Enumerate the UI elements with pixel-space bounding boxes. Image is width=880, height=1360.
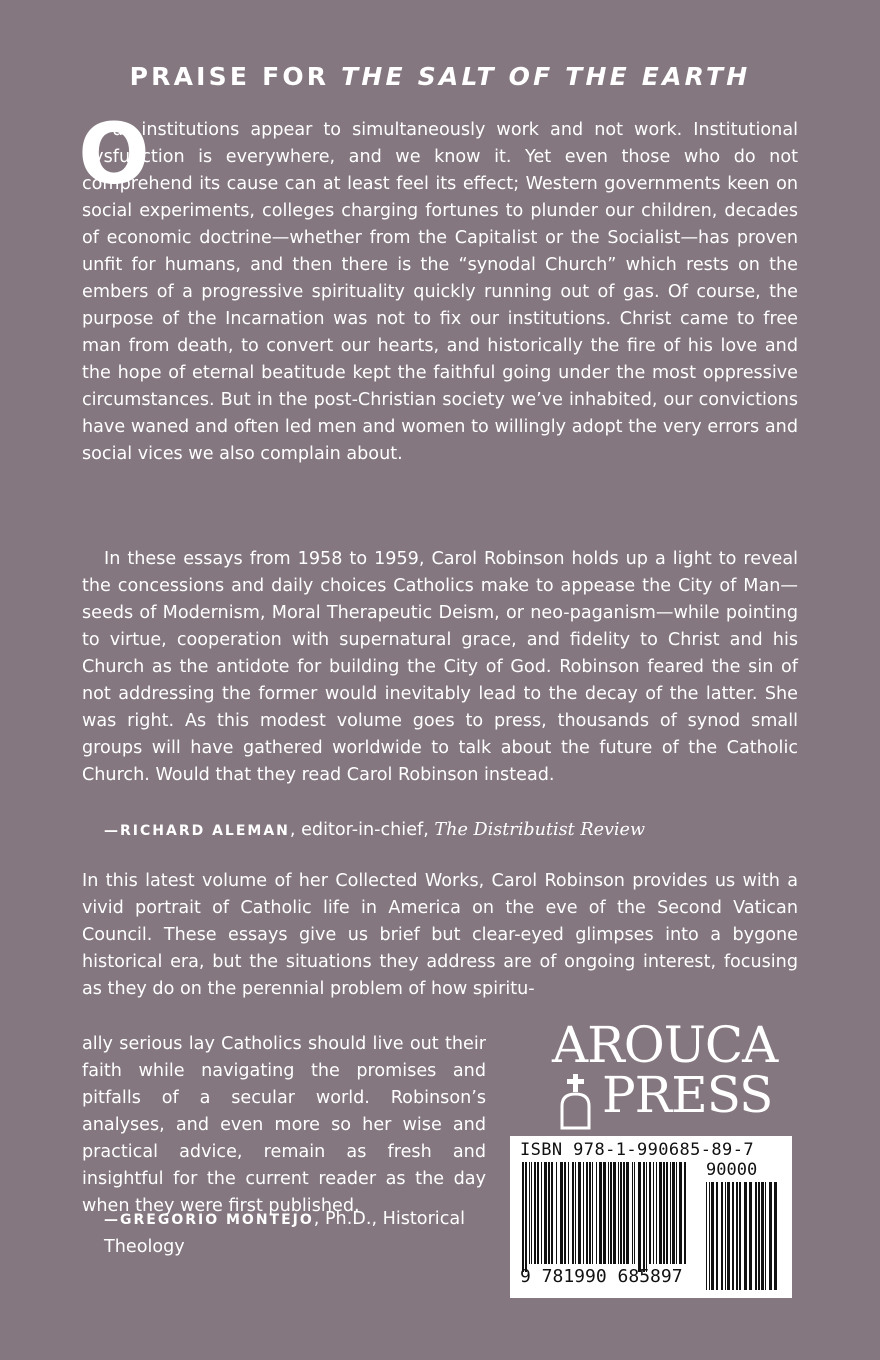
barcode-bar: [613, 1162, 616, 1264]
review1-paragraph2: [82, 546, 798, 789]
barcode-bar: [684, 1162, 686, 1264]
book-title: THE SALT OF THE EARTH: [341, 62, 751, 91]
heading-prefix: PRAISE FOR: [129, 62, 342, 91]
addon-bar: [765, 1182, 766, 1290]
barcode-bar: [626, 1162, 629, 1264]
barcode-bar: [564, 1162, 566, 1264]
dropcap-letter: O: [78, 119, 150, 191]
barcode-bar: [575, 1162, 576, 1264]
barcode-bar: [525, 1162, 527, 1272]
barcode-bar: [672, 1162, 675, 1264]
barcode-bar: [620, 1162, 622, 1264]
addon-bar: [739, 1182, 741, 1290]
barcode-bar: [534, 1162, 536, 1264]
barcode-bar: [522, 1162, 524, 1272]
barcode-bar: [666, 1162, 668, 1264]
addon-bar: [725, 1182, 726, 1290]
barcode-bar: [599, 1162, 602, 1264]
addon-bar: [755, 1182, 757, 1290]
review1-publication: The Distributist Review: [434, 820, 646, 840]
barcode-bar: [663, 1162, 665, 1264]
barcode-bar: [560, 1162, 563, 1264]
review1-p2-text: In these essays from 1958 to 1959, Carol Robinson holds up a light to reveal the concessions and daily choices Catholics make to appease the City of Man—seeds of Modernism, Moral Therapeutic Deism, or neo-paganism—while pointing to virtue, cooperation with supernatural grace, and fidelity to Christ and his Church as the antidote for building the City of God. Robinson feared the sin of not addressing the former would inevitably lead to the decay of the latter. She was right. As this modest volume goes to press, thousands of synod small groups will have gathered worldwide to talk about the future of the Catholic Church. Would that they read Carol Robinson instead.: [82, 549, 798, 785]
barcode-bar: [656, 1162, 657, 1264]
publisher-name-line1: AROUCA: [552, 1016, 778, 1074]
publisher-name-line2: PRESS: [602, 1066, 773, 1124]
review1-role: , editor-in-chief,: [289, 820, 435, 840]
barcode-bar: [568, 1162, 569, 1264]
barcode-bar: [638, 1162, 641, 1272]
barcode-bar: [670, 1162, 671, 1264]
barcode-bar: [586, 1162, 588, 1264]
barcode-bar: [676, 1162, 677, 1264]
barcode-bar: [608, 1162, 609, 1264]
addon-bar: [774, 1182, 777, 1290]
review2-paragraph1: In this latest volume of her Collected Works, Carol Robinson provides us with a vivid portrait of Catholic life in America on the eve of the Second Vatican Council. These essays give us brief but clear-eyed glimpses into a bygone historical era, but the situations they address are of ongoing interest, focusing as they do on the perennial problem of how spiritu-: [82, 871, 798, 999]
review1-author: —RICHARD ALEMAN: [104, 823, 290, 839]
barcode-bar: [578, 1162, 581, 1264]
addon-bar: [709, 1182, 710, 1290]
barcode-bar: [529, 1162, 530, 1264]
barcode-bar: [632, 1162, 633, 1264]
ean-digits: 9 781990 685897: [520, 1266, 683, 1287]
addon-bar: [727, 1182, 730, 1290]
barcode-bar: [634, 1162, 635, 1264]
barcode-bar: [596, 1162, 597, 1264]
barcode-bar: [572, 1162, 574, 1264]
publisher-logo: [548, 1016, 778, 1130]
review1-p1-text: ur institutions appear to simultaneously work and not work. Institutional dysfunction is everywhere, and we know it. Yet even those who do not comprehend its cause can at least feel its effect; Western governments keen on social experiments, colleges charging fortunes to plunder our children, decades of economic doctrine—whether from the Capitalist or the Socialist—has proven unfit for humans, and then there is the “synodal Church” which rests on the embers of a progressive spirituality quickly running out of gas. Of course, the purpose of the Incarnation was not to fix our institutions. Christ came to free man from death, to convert our hearts, and historically the fire of his love and the hope of eternal beatitude kept the faithful going under the most oppressive circumstances. But in the post-Christian society we’ve inhabited, our convictions have waned and often led men and women to willingly adopt the very errors and social vices we also complain about.: [82, 120, 798, 464]
addon-bar: [711, 1182, 714, 1290]
review2-attribution: [104, 1206, 496, 1261]
barcode-bar: [589, 1162, 591, 1264]
barcode-bar: [646, 1162, 647, 1272]
barcode-bar: [659, 1162, 662, 1264]
barcode-bar: [551, 1162, 553, 1264]
barcode-bar: [618, 1162, 619, 1264]
addon-bar: [758, 1182, 760, 1290]
barcode-bar: [556, 1162, 557, 1264]
addon-bar: [749, 1182, 752, 1290]
addon-bar: [736, 1182, 738, 1290]
addon-bar: [744, 1182, 747, 1290]
review2-paragraph2: ally serious lay Catholics should live out their faith while navigating the promises and pitfalls of a secular world. Robinson’s analyses, and even more so her wise and practical advice, remain as fresh and insightful for the current reader as the day when they were first published.: [82, 1034, 486, 1216]
barcode-bar: [548, 1162, 550, 1264]
addon-bar: [706, 1182, 707, 1290]
barcode-bar: [544, 1162, 547, 1264]
review1-paragraph1: [82, 117, 798, 468]
addon-bar: [721, 1182, 723, 1290]
barcode-bar: [643, 1162, 645, 1272]
page-heading: [0, 62, 880, 91]
tombstone-cross-icon: [556, 1072, 596, 1130]
review2-author: —GREGORIO MONTEJO: [104, 1212, 314, 1228]
isbn-label: ISBN 978-1-990685-89-7: [520, 1140, 754, 1160]
barcode-bar: [623, 1162, 625, 1264]
barcode-bar: [583, 1162, 584, 1264]
addon-bar: [769, 1182, 772, 1290]
barcode-bar: [610, 1162, 612, 1264]
addon-bar: [732, 1182, 734, 1290]
barcode-bar: [531, 1162, 532, 1264]
review2-role: , Ph.D., Historical Theology: [104, 1209, 466, 1257]
barcode-bar: [649, 1162, 651, 1264]
review1-attribution: [104, 817, 645, 845]
addon-bar: [716, 1182, 718, 1290]
barcode-bar: [541, 1162, 542, 1264]
barcode-bar: [603, 1162, 606, 1264]
barcode-bar: [679, 1162, 682, 1264]
price-addon: 90000: [706, 1160, 758, 1180]
addon-bar: [761, 1182, 764, 1290]
barcode-bar: [592, 1162, 593, 1264]
barcode-bar: [653, 1162, 654, 1264]
isbn-barcode: [510, 1136, 792, 1298]
barcode-bar: [537, 1162, 539, 1264]
